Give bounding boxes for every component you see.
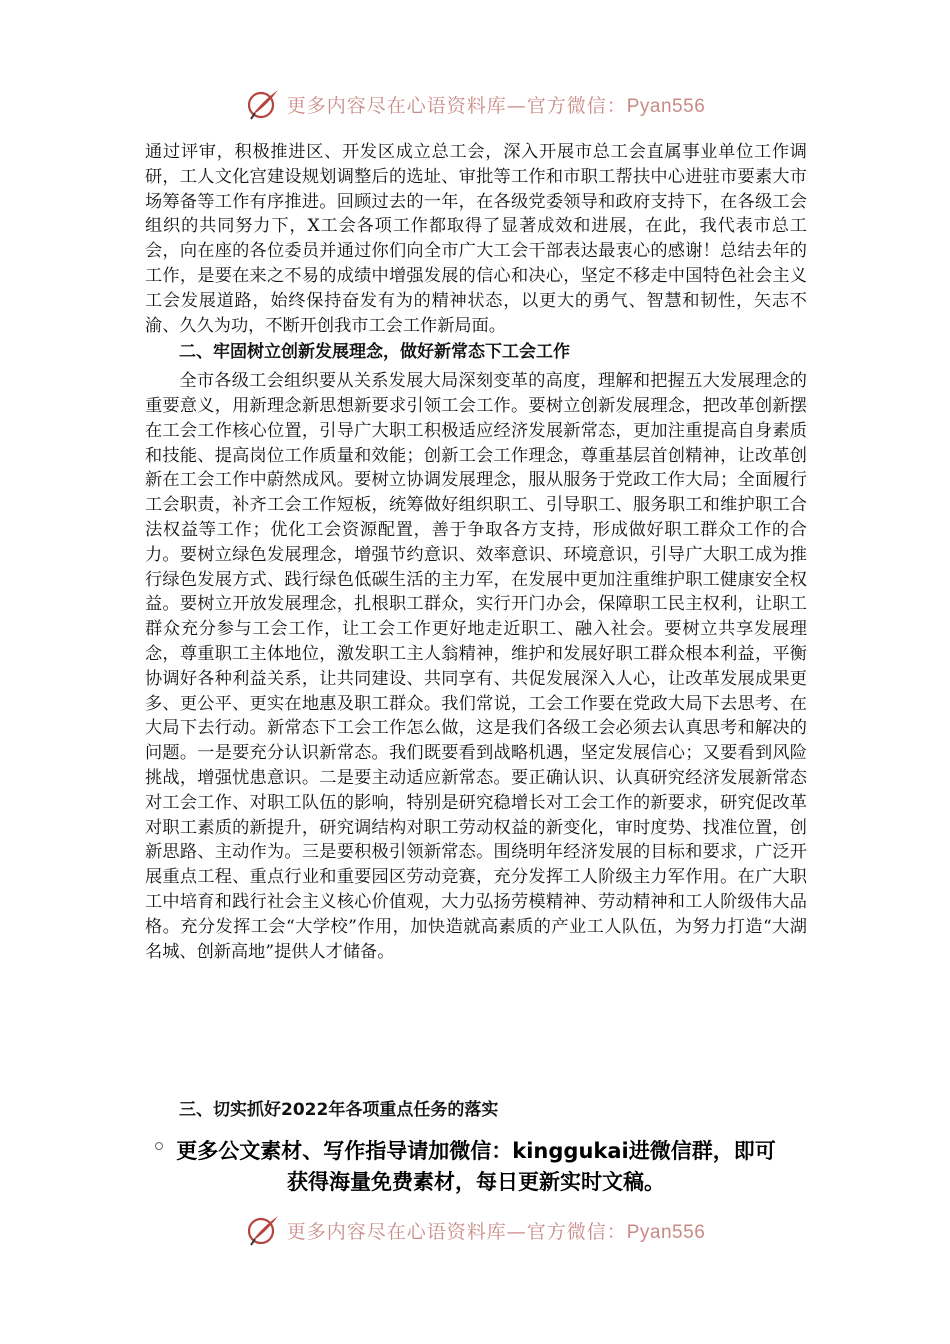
quill-in-circle-icon <box>245 86 281 122</box>
footer-banner <box>0 1208 950 1252</box>
footer-wechat-id: Pyan556 <box>626 1221 706 1243</box>
promo-line-1: 更多公文素材、写作指导请加微信：kinggukai进微信群，即可 <box>176 1139 776 1163</box>
header-banner <box>0 82 950 126</box>
paragraph-1: 通过评审，积极推进区、开发区成立总工会，深入开展市总工会直属事业单位工作调研，工人文化宫建设规划调整后的选址、审批等工作和市职工帮扶中心进驻市要素大市场筹备等工作有序推进。回顾过去的一年，在各级党委领导和政府支持下，在各级工会组织的共同努力下，X工会各项工作都取得了显著成效和进展，在此，我代表市总工会，向在座的各位委员并通过你们向全市广大工会干部表达最衷心的感谢！总结去年的工作，是要在来之不易的成绩中增强发展的信心和决心，坚定不移走中国特色社会主义工会发展道路，始终保持奋发有为的精神状态，以更大的勇气、智慧和韧性，矢志不渝、久久为功，不断开创我市工会工作新局面。 <box>145 142 807 336</box>
header-banner-text: 更多内容尽在心语资料库—官方微信：Pyan556 <box>286 94 706 117</box>
section-heading-2: 二、牢固树立创新发展理念，做好新常态下工会工作 <box>179 342 570 363</box>
promo-text <box>120 1136 832 1198</box>
paragraph-2: 全市各级工会组织要从关系发展大局深刻变革的高度，理解和把握五大发展理念的重要意义，用新理念新思想新要求引领工会工作。要树立创新发展理念，把改革创新摆在工会工作核心位置，引导广大职工积极适应经济发展新常态，更加注重提高自身素质和技能、提高岗位工作质量和效能；创新工会工作理念，尊重基层首创精神，让改革创新在工会工作中蔚然成风。要树立协调发展理念，服从服务于党政工作大局；全面履行工会职责，补齐工会工作短板，统筹做好组织职工、引导职工、服务职工和维护职工合法权益等工作；优化工会资源配置，善于争取各方支持，形成做好职工群众工作的合力。要树立绿色发展理念，增强节约意识、效率意识、环境意识，引导广大职工成为推行绿色发展方式、践行绿色低碳生活的主力军，在发展中更加注重维护职工健康安全权益。要树立开放发展理念，扎根职工群众，实行开门办会，保障职工民主权利，让职工群众充分参与工会工作，让工会工作更好地走近职工、融入社会。要树立共享发展理念，尊重职工主体地位，激发职工主人翁精神，维护和发展好职工群众根本利益，平衡协调好各种利益关系，让共同建设、共同享有、共促发展深入人心，让改革发展成果更多、更公平、更实在地惠及职工群众。我们常说，工会工作要在党政大局下去思考、在大局下去行动。新常态下工会工作怎么做，这是我们各级工会必须去认真思考和解决的问题。一是要充分认识新常态。我们既要看到战略机遇，坚定发展信心；又要看到风险挑战，增强忧患意识。二是要主动适应新常态。要正确认识、认真研究经济发展新常态对工会工作、对职工队伍的影响，特别是研究稳增长对工会工作的新要求，研究促改革对职工素质的新提升，研究调结构对职工劳动权益的新变化，审时度势、找准位置，创新思路、主动作为。三是要积极引领新常态。围绕明年经济发展的目标和要求，广泛开展重点工程、重点行业和重要园区劳动竞赛，充分发挥工人阶级主力军作用。在广大职工中培育和践行社会主义核心价值观，大力弘扬劳模精神、劳动精神和工人阶级伟大品格。充分发挥工会“大学校”作用，加快造就高素质的产业工人队伍，为努力打造“大湖名城、创新高地”提供人才储备。 <box>145 371 807 962</box>
footer-banner-text: 更多内容尽在心语资料库—官方微信：Pyan556 <box>286 1220 706 1243</box>
quill-in-circle-icon <box>245 1212 281 1248</box>
section-heading-3: 三、切实抓好2022年各项重点任务的落实 <box>179 1100 499 1120</box>
header-wechat-id: Pyan556 <box>626 95 706 117</box>
promo-line-2: 获得海量免费素材，每日更新实时文稿。 <box>287 1170 665 1194</box>
document-body <box>145 140 807 964</box>
